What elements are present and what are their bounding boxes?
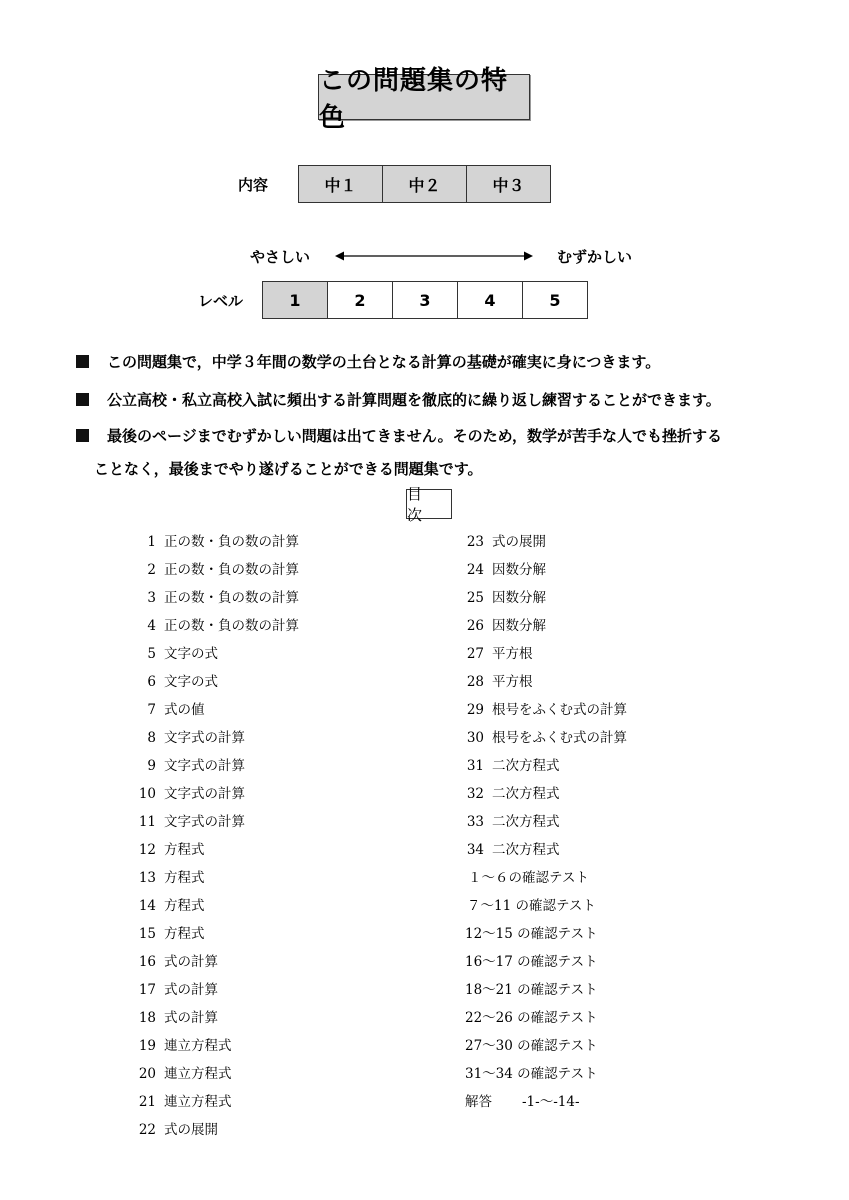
toc-item-number: 24 xyxy=(466,562,484,578)
toc-item-number: 28 xyxy=(466,674,484,690)
feature-text: 公立高校・私立高校入試に頻出する計算問題を徹底的に繰り返し練習することができます。 xyxy=(107,391,721,409)
toc-item-number: 31 xyxy=(466,758,484,774)
toc-item-title: 因数分解 xyxy=(492,618,546,634)
toc-item-number: 26 xyxy=(466,618,484,634)
toc-item-number: 5 xyxy=(147,646,156,662)
toc-item-title: 文字の式 xyxy=(164,646,218,662)
toc-item-number: 13 xyxy=(138,870,156,886)
page-title: この問題集の特色 xyxy=(318,74,530,120)
toc-item-number: 34 xyxy=(466,842,484,858)
toc-item-title: 方程式 xyxy=(164,870,205,886)
toc-item-title: 文字式の計算 xyxy=(164,730,245,746)
toc-item xyxy=(458,614,546,634)
toc-item xyxy=(132,922,205,942)
toc-item-title: 方程式 xyxy=(164,926,205,942)
grade-cell-1: 中１ xyxy=(299,166,383,202)
toc-item xyxy=(132,698,205,718)
toc-test-item: １～６の確認テスト xyxy=(468,870,589,886)
toc-item xyxy=(132,586,299,606)
toc-item-title: 二次方程式 xyxy=(492,786,560,802)
toc-item xyxy=(458,782,560,802)
toc-test-item: 27～30 の確認テスト xyxy=(465,1038,598,1054)
toc-item-number: 12 xyxy=(138,842,156,858)
toc-item-number: 15 xyxy=(138,926,156,942)
toc-item-title: 二次方程式 xyxy=(492,842,560,858)
easy-label: やさしい xyxy=(250,248,311,266)
toc-item-title: 平方根 xyxy=(492,646,533,662)
toc-item-title: 正の数・負の数の計算 xyxy=(164,618,299,634)
toc-item xyxy=(458,810,560,830)
toc-item-number: 25 xyxy=(466,590,484,606)
toc-item-title: 式の展開 xyxy=(164,1122,218,1138)
toc-item-number: 27 xyxy=(466,646,484,662)
toc-item xyxy=(132,670,218,690)
grade-cell-3: 中３ xyxy=(467,166,550,202)
toc-item-title: 正の数・負の数の計算 xyxy=(164,562,299,578)
toc-item-number: 33 xyxy=(466,814,484,830)
toc-item-number: 11 xyxy=(138,814,156,830)
toc-item-title: 式の計算 xyxy=(164,1010,218,1026)
toc-item-title: 式の値 xyxy=(164,702,205,718)
toc-item xyxy=(132,1062,232,1082)
toc-item xyxy=(458,754,560,774)
toc-test-item: 16～17 の確認テスト xyxy=(465,954,598,970)
toc-item-number: 1 xyxy=(147,534,156,550)
level-cell-2: 2 xyxy=(328,282,393,318)
square-bullet-icon xyxy=(76,429,89,442)
level-cell-3: 3 xyxy=(393,282,458,318)
difficulty-arrow xyxy=(335,248,533,264)
toc-test-item: ７～11 の確認テスト xyxy=(467,898,596,914)
feature-continuation: ことなく，最後までやり遂げることができる問題集です。 xyxy=(94,460,483,478)
toc-item xyxy=(458,670,533,690)
toc-test-item: 12～15 の確認テスト xyxy=(465,926,598,942)
grade-table xyxy=(298,165,551,203)
toc-item-number: 22 xyxy=(138,1122,156,1138)
level-table xyxy=(262,281,588,319)
toc-item xyxy=(132,838,205,858)
toc-item-number: 32 xyxy=(466,786,484,802)
hard-label: むずかしい xyxy=(557,248,633,266)
toc-item-title: 連立方程式 xyxy=(164,1038,232,1054)
toc-item-title: 文字式の計算 xyxy=(164,758,245,774)
toc-item xyxy=(132,978,218,998)
feature-text: この問題集で，中学３年間の数学の土台となる計算の基礎が確実に身につきます。 xyxy=(107,353,661,371)
toc-item-title: 方程式 xyxy=(164,898,205,914)
toc-item-number: 23 xyxy=(466,534,484,550)
toc-answers-label: 解答 xyxy=(465,1094,492,1110)
toc-item xyxy=(132,950,218,970)
level-cell-1: 1 xyxy=(263,282,328,318)
toc-answers-item xyxy=(465,1090,580,1110)
toc-test-item: 22～26 の確認テスト xyxy=(465,1010,598,1026)
toc-item-title: 式の計算 xyxy=(164,954,218,970)
toc-item-title: 因数分解 xyxy=(492,562,546,578)
toc-item-number: 2 xyxy=(147,562,156,578)
toc-item-title: 連立方程式 xyxy=(164,1066,232,1082)
toc-item-title: 二次方程式 xyxy=(492,814,560,830)
toc-item-number: 30 xyxy=(466,730,484,746)
toc-item-number: 20 xyxy=(138,1066,156,1082)
toc-item xyxy=(132,726,245,746)
toc-item-number: 8 xyxy=(147,730,156,746)
toc-item-number: 7 xyxy=(147,702,156,718)
toc-item-title: 正の数・負の数の計算 xyxy=(164,534,299,550)
toc-item xyxy=(132,782,245,802)
toc-item-title: 文字式の計算 xyxy=(164,786,245,802)
toc-item xyxy=(458,698,627,718)
feature-item xyxy=(76,389,721,410)
feature-item xyxy=(76,351,660,372)
toc-item-number: 16 xyxy=(138,954,156,970)
toc-item xyxy=(458,838,560,858)
content-label: 内容 xyxy=(238,176,269,194)
toc-item-number: 10 xyxy=(138,786,156,802)
level-label: レベル xyxy=(198,292,244,310)
toc-item xyxy=(132,1034,232,1054)
toc-item xyxy=(458,642,533,662)
toc-item-title: 根号をふくむ式の計算 xyxy=(492,702,627,718)
toc-item-number: 17 xyxy=(138,982,156,998)
toc-item-title: 式の計算 xyxy=(164,982,218,998)
toc-item xyxy=(132,1090,232,1110)
toc-item xyxy=(132,558,299,578)
toc-item-number: 6 xyxy=(147,674,156,690)
toc-item xyxy=(132,810,245,830)
toc-item xyxy=(132,754,245,774)
toc-item xyxy=(132,866,205,886)
toc-item xyxy=(458,726,627,746)
square-bullet-icon xyxy=(76,393,89,406)
toc-item-number: 14 xyxy=(138,898,156,914)
toc-item xyxy=(458,586,546,606)
toc-item-number: 19 xyxy=(138,1038,156,1054)
feature-text: 最後のページまでむずかしい問題は出てきません。そのため，数学が苦手な人でも挫折する xyxy=(107,427,723,445)
toc-item xyxy=(132,1118,218,1138)
toc-item-title: 文字の式 xyxy=(164,674,218,690)
toc-item-number: 4 xyxy=(147,618,156,634)
toc-item xyxy=(132,894,205,914)
toc-item xyxy=(458,558,546,578)
toc-item-number: 9 xyxy=(147,758,156,774)
toc-item xyxy=(458,530,546,550)
toc-item-title: 因数分解 xyxy=(492,590,546,606)
toc-item-number: 21 xyxy=(138,1094,156,1110)
toc-item-title: 根号をふくむ式の計算 xyxy=(492,730,627,746)
toc-item xyxy=(132,642,218,662)
toc-item xyxy=(132,614,299,634)
toc-item xyxy=(132,1006,218,1026)
toc-item-title: 連立方程式 xyxy=(164,1094,232,1110)
toc-item-number: 29 xyxy=(466,702,484,718)
grade-cell-2: 中２ xyxy=(383,166,467,202)
toc-item-title: 二次方程式 xyxy=(492,758,560,774)
level-cell-5: 5 xyxy=(523,282,587,318)
toc-item-title: 平方根 xyxy=(492,674,533,690)
toc-test-item: 31～34 の確認テスト xyxy=(465,1066,598,1082)
toc-item-title: 正の数・負の数の計算 xyxy=(164,590,299,606)
toc-item-title: 式の展開 xyxy=(492,534,546,550)
toc-item-title: 方程式 xyxy=(164,842,205,858)
toc-test-item: 18～21 の確認テスト xyxy=(465,982,598,998)
toc-item xyxy=(132,530,299,550)
toc-item-number: 3 xyxy=(147,590,156,606)
toc-item-title: 文字式の計算 xyxy=(164,814,245,830)
toc-item-number: 18 xyxy=(138,1010,156,1026)
toc-heading: 目 次 xyxy=(406,489,452,519)
level-cell-4: 4 xyxy=(458,282,523,318)
toc-answers-pages: -1-～-14- xyxy=(522,1094,580,1110)
feature-item xyxy=(76,425,722,446)
square-bullet-icon xyxy=(76,355,89,368)
